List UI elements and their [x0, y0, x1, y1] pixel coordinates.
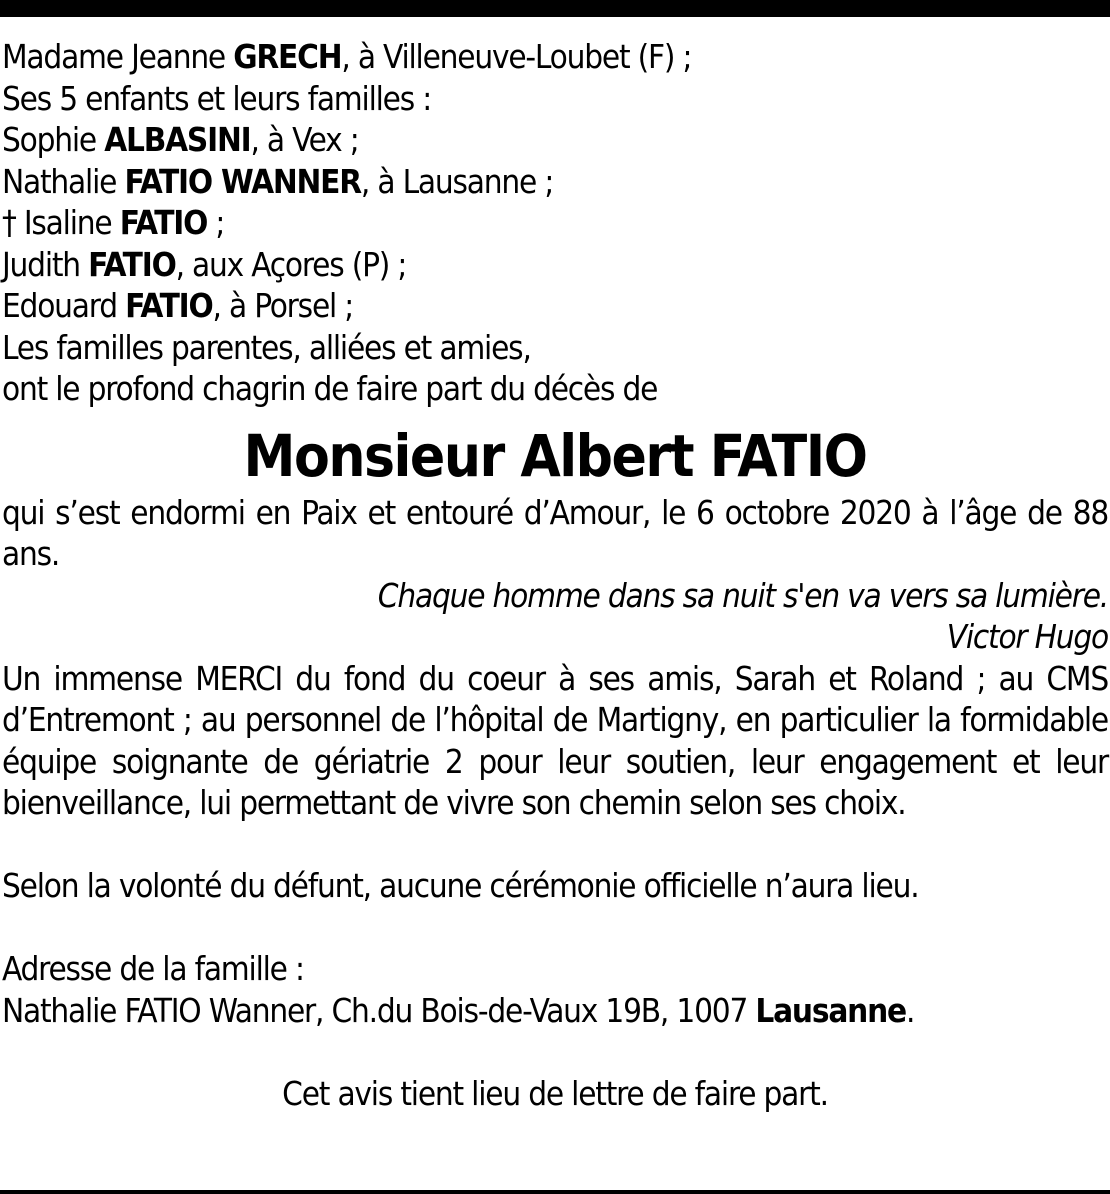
address-label: Adresse de la famille : [2, 949, 304, 988]
family-line [2, 244, 1108, 286]
family-suffix: , à Villeneuve-Loubet (F) ; [341, 37, 692, 76]
family-given: ont le profond chagrin de faire part du décès de [2, 369, 658, 408]
quote-text: Chaque homme dans sa nuit s'en va vers sa lumière. [377, 575, 1108, 615]
address-end: . [905, 990, 915, 1030]
deceased-name: Monsieur Albert FATIO [243, 421, 867, 490]
bottom-rule [0, 1190, 1110, 1194]
family-surname: GRECH [233, 37, 342, 76]
family-line [2, 202, 1108, 244]
family-line [2, 285, 1108, 327]
family-given: Les familles parentes, alliées et amies, [2, 327, 531, 367]
closing-note: Cet avis tient lieu de lettre de faire part. [282, 1073, 828, 1113]
family-given: Judith [2, 244, 89, 284]
spacer [2, 824, 1108, 866]
family-given: Sophie [2, 120, 105, 159]
family-suffix: , à Vex ; [250, 120, 359, 159]
family-line [2, 119, 1108, 161]
address-line [2, 990, 1108, 1032]
family-line [2, 36, 1108, 78]
obituary-notice [2, 36, 1108, 1114]
family-surname: ALBASINI [104, 120, 251, 159]
family-line [2, 327, 1108, 369]
family-surname: FATIO [125, 286, 213, 325]
spacer [2, 907, 1108, 949]
family-given: Ses 5 enfants et leurs familles : [2, 78, 432, 118]
family-surname: FATIO [119, 203, 208, 242]
family-given: Edouard [2, 286, 126, 325]
thanks-paragraph: Un immense MERCI du fond du coeur à ses amis, Sarah et Roland ; au CMS d’Entremont ; au personnel de l’hôpital de Martigny, en particulier la formidable équipe soignante de gériatrie 2 pour leur soutien, leur engagement et leur bienveillance, lui permettant de vivre son chemin selon ses choix. [2, 658, 1108, 822]
family-line [2, 78, 1108, 120]
address-text: Nathalie FATIO Wanner, Ch.du Bois-de-Vaux 19B, 1007 [2, 990, 756, 1030]
family-suffix: , aux Açores (P) ; [175, 244, 407, 284]
family-surname: FATIO [88, 244, 176, 284]
death-notice: qui s’est endormi en Paix et entouré d’Amour, le 6 octobre 2020 à l’âge de 88 ans. [2, 492, 1108, 573]
family-surname: FATIO WANNER [124, 161, 361, 201]
family-suffix: , à Lausanne ; [360, 161, 554, 201]
spacer [2, 1031, 1108, 1073]
family-list [2, 36, 1108, 410]
ceremony-note: Selon la volonté du défunt, aucune cérémonie officielle n’aura lieu. [2, 866, 919, 905]
family-line [2, 368, 1108, 410]
family-suffix: ; [207, 203, 225, 242]
family-suffix: , à Porsel ; [212, 286, 354, 325]
family-given: † Isaline [2, 203, 120, 242]
family-given: Nathalie [2, 161, 125, 201]
quote-author: Victor Hugo [946, 617, 1108, 656]
family-given: Madame Jeanne [2, 37, 234, 76]
family-line [2, 161, 1108, 203]
top-rule [0, 0, 1110, 17]
address-city: Lausanne [755, 990, 906, 1030]
